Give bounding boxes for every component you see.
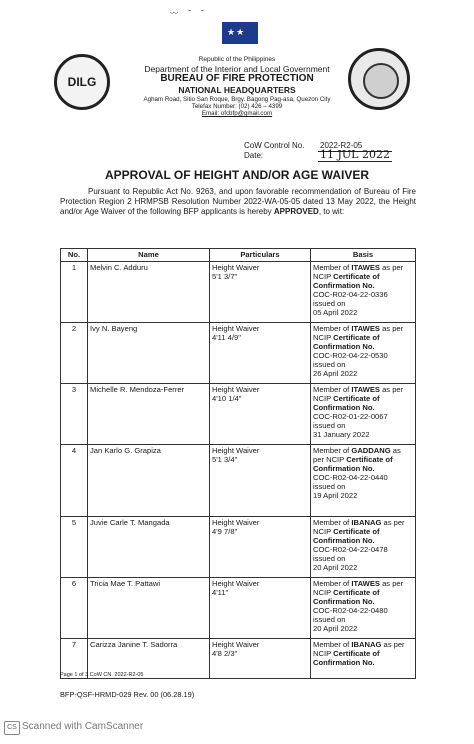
bird-doodle-icon: 〰 ˇ ˇ bbox=[170, 9, 208, 18]
issued-label: issued on bbox=[313, 615, 346, 624]
table-row bbox=[61, 445, 416, 517]
particulars-cell bbox=[210, 262, 311, 323]
basis-cell bbox=[311, 578, 416, 639]
issued-label: issued on bbox=[313, 299, 346, 308]
basis-cell bbox=[311, 445, 416, 517]
basis-prefix: Member of bbox=[313, 518, 352, 527]
certificate-label: Certificate of Confirmation No. bbox=[313, 272, 380, 290]
waiver-type: Height Waiver bbox=[212, 518, 260, 527]
basis-prefix: Member of bbox=[313, 263, 352, 272]
date-stamp: 11 JUL 2022 bbox=[320, 148, 390, 161]
basis-ncip: as per NCIP bbox=[313, 385, 404, 403]
particulars-cell bbox=[210, 578, 311, 639]
header-department: Department of the Interior and Local Government bbox=[144, 64, 330, 74]
tribe-name: IBANAG bbox=[351, 640, 382, 649]
issued-label: issued on bbox=[313, 482, 346, 491]
tribe-name: ITAWES bbox=[351, 385, 380, 394]
header-basis: Basis bbox=[311, 249, 416, 262]
issued-label: issued on bbox=[313, 421, 346, 430]
certificate-number: COC-R02-01-22-0067 bbox=[313, 412, 388, 421]
basis-prefix: Member of bbox=[313, 324, 352, 333]
issued-date: 20 April 2022 bbox=[313, 563, 358, 572]
certificate-label: Certificate of Confirmation No. bbox=[313, 527, 380, 545]
basis-prefix: Member of bbox=[313, 579, 352, 588]
applicant-name: Ivy N. Bayeng bbox=[88, 323, 210, 384]
basis-ncip: as per NCIP bbox=[313, 640, 405, 658]
tribe-name: ITAWES bbox=[351, 579, 380, 588]
control-value: 2022-R2-05 bbox=[320, 141, 363, 150]
height-value: 4'10 1/4" bbox=[212, 394, 242, 403]
height-value: 5'1 3/7" bbox=[212, 272, 238, 281]
certificate-label: Certificate of Confirmation No. bbox=[313, 455, 393, 473]
header-nhq: NATIONAL HEADQUARTERS bbox=[178, 85, 296, 95]
tribe-name: ITAWES bbox=[351, 263, 380, 272]
header-republic: Republic of the Philippines bbox=[198, 56, 276, 63]
applicant-name: Tricia Mae T. Pattawi bbox=[88, 578, 210, 639]
particulars-cell bbox=[210, 639, 311, 679]
header-email: Email: ofcbfp@gmail.com bbox=[201, 110, 273, 117]
basis-cell bbox=[311, 384, 416, 445]
certificate-label: Certificate of Confirmation No. bbox=[313, 394, 380, 412]
camscanner-icon: CS bbox=[4, 721, 20, 735]
issued-date: 31 January 2022 bbox=[313, 430, 370, 439]
control-label: CoW Control No. bbox=[244, 141, 305, 150]
tribe-name: GADDANG bbox=[351, 446, 391, 455]
certificate-label: Certificate of Confirmation No. bbox=[313, 588, 380, 606]
header-telefax: Telefax Number: (02) 426 – 4399 bbox=[191, 103, 283, 110]
applicant-name: Carizza Janine T. Sadorra bbox=[88, 639, 210, 679]
applicant-name: Juvie Carle T. Mangada bbox=[88, 517, 210, 578]
issued-date: 19 April 2022 bbox=[313, 491, 358, 500]
issued-label: issued on bbox=[313, 554, 346, 563]
row-number: 1 bbox=[61, 262, 88, 323]
basis-ncip: as per NCIP bbox=[313, 518, 405, 536]
row-number: 2 bbox=[61, 323, 88, 384]
certificate-number: COC-R02-04-22-0336 bbox=[313, 290, 388, 299]
basis-cell bbox=[311, 517, 416, 578]
basis-prefix: Member of bbox=[313, 640, 352, 649]
tribe-name: IBANAG bbox=[351, 518, 382, 527]
row-number: 3 bbox=[61, 384, 88, 445]
header-particulars: Particulars bbox=[210, 249, 311, 262]
tribe-name: ITAWES bbox=[351, 324, 380, 333]
certificate-number: COC-R02-04-22-0440 bbox=[313, 473, 388, 482]
height-value: 4'9 7/8" bbox=[212, 527, 238, 536]
issued-date: 05 April 2022 bbox=[313, 308, 358, 317]
table-row bbox=[61, 578, 416, 639]
applicant-name: Michelle R. Mendoza-Ferrer bbox=[88, 384, 210, 445]
issued-label: issued on bbox=[313, 360, 346, 369]
waiver-type: Height Waiver bbox=[212, 640, 260, 649]
flag-icon: ★★ bbox=[222, 22, 258, 44]
basis-prefix: Member of bbox=[313, 385, 352, 394]
waiver-type: Height Waiver bbox=[212, 324, 260, 333]
header-address: Agham Road, Sitio San Roque, Brgy. Bagong Pag-asa, Quezon City bbox=[143, 96, 331, 103]
basis-ncip: as per NCIP bbox=[313, 446, 401, 464]
waiver-type: Height Waiver bbox=[212, 385, 260, 394]
applicants-table bbox=[60, 248, 416, 679]
basis-cell bbox=[311, 323, 416, 384]
certificate-number: COC-R02-04-22-0478 bbox=[313, 545, 388, 554]
row-number: 7 bbox=[61, 639, 88, 679]
page-footer: Page 1 of 3 CoW CN. 2022-R2-05 bbox=[60, 672, 144, 678]
certificate-number: COC-R02-04-22-0530 bbox=[313, 351, 388, 360]
row-number: 4 bbox=[61, 445, 88, 517]
height-value: 4'11" bbox=[212, 588, 229, 597]
applicant-name: Jan Karlo G. Grapiza bbox=[88, 445, 210, 517]
table-header-row bbox=[61, 249, 416, 262]
header-bureau: BUREAU OF FIRE PROTECTION bbox=[160, 73, 314, 84]
basis-cell bbox=[311, 639, 416, 679]
certificate-label: Certificate of Confirmation No. bbox=[313, 333, 380, 351]
table-row bbox=[61, 323, 416, 384]
dilg-logo: DILG bbox=[54, 54, 110, 110]
header-no: No. bbox=[61, 249, 88, 262]
height-value: 5'1 3/4" bbox=[212, 455, 238, 464]
table-row bbox=[61, 262, 416, 323]
scanner-watermark: CS Scanned with CamScanner bbox=[4, 721, 143, 735]
waiver-type: Height Waiver bbox=[212, 263, 260, 272]
particulars-cell bbox=[210, 517, 311, 578]
basis-prefix: Member of bbox=[313, 446, 352, 455]
intro-paragraph: Pursuant to Republic Act No. 9263, and upon favorable recommendation of Bureau of Fire Protection Region 2 HRMPSB Resolution Number 2022-WA-05-05 dated 13 May 2022, the Height and/or Age Waiver of the following BFP applicants is hereby APPROVED, to wit: bbox=[60, 187, 416, 216]
basis-ncip: as per NCIP bbox=[313, 324, 404, 342]
basis-ncip: as per NCIP bbox=[313, 263, 404, 281]
certificate-number: COC-R02-04-22-0480 bbox=[313, 606, 388, 615]
date-label: Date: bbox=[244, 151, 264, 160]
waiver-type: Height Waiver bbox=[212, 446, 260, 455]
row-number: 6 bbox=[61, 578, 88, 639]
applicant-name: Melvin C. Adduru bbox=[88, 262, 210, 323]
table-row bbox=[61, 384, 416, 445]
height-value: 4'11 4/9" bbox=[212, 333, 241, 342]
date-underline bbox=[318, 161, 392, 162]
row-number: 5 bbox=[61, 517, 88, 578]
certificate-label: Certificate of Confirmation No. bbox=[313, 649, 380, 667]
header-name: Name bbox=[88, 249, 210, 262]
waiver-type: Height Waiver bbox=[212, 579, 260, 588]
particulars-cell bbox=[210, 323, 311, 384]
form-code: BFP-QSF-HRMD-029 Rev. 00 (06.28.19) bbox=[60, 690, 195, 699]
basis-ncip: as per NCIP bbox=[313, 579, 404, 597]
particulars-cell bbox=[210, 384, 311, 445]
table-row bbox=[61, 517, 416, 578]
height-value: 4'8 2/3" bbox=[212, 649, 238, 658]
particulars-cell bbox=[210, 445, 311, 517]
basis-cell bbox=[311, 262, 416, 323]
issued-date: 20 April 2022 bbox=[313, 624, 358, 633]
document-title: APPROVAL OF HEIGHT AND/OR AGE WAIVER bbox=[104, 168, 370, 182]
issued-date: 26 April 2022 bbox=[313, 369, 358, 378]
